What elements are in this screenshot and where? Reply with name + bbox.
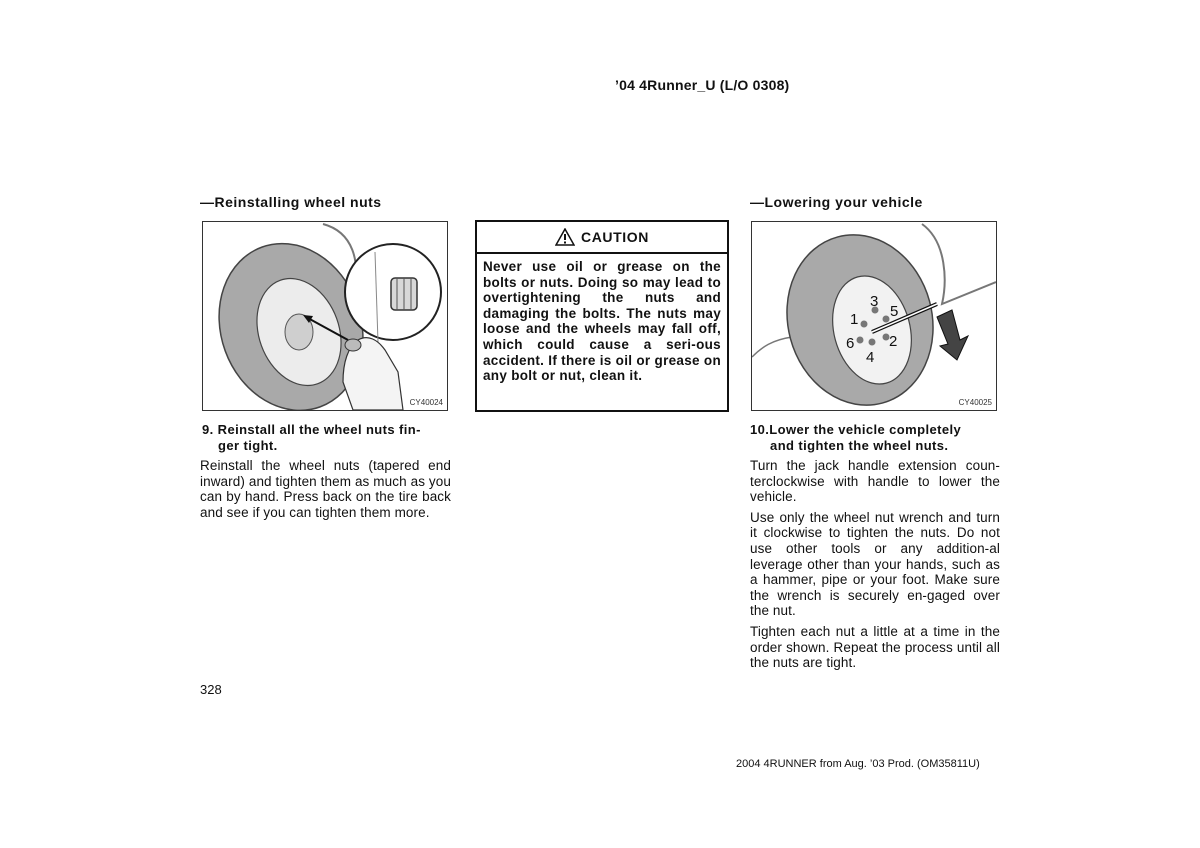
nut-label-5: 5 xyxy=(890,303,899,320)
figure-code-cy40025: CY40025 xyxy=(958,398,992,407)
lowering-section-title: —Lowering your vehicle xyxy=(750,194,923,210)
right-paragraph-2: Use only the wheel nut wrench and turn it clockwise to tighten the nuts. Do not use other tools or any addition-al leverage other than your hands, such as a hammer, pipe or your foot. Make sure the wrench is securely en-gaged over the nut. xyxy=(750,509,1000,619)
document-footer: 2004 4RUNNER from Aug. ’03 Prod. (OM35811U) xyxy=(736,758,980,770)
caution-box xyxy=(475,220,729,412)
nut-label-3: 3 xyxy=(870,293,879,310)
nut-label-2: 2 xyxy=(889,333,898,350)
warning-triangle-icon xyxy=(555,228,575,246)
page-number: 328 xyxy=(200,682,222,697)
right-paragraph-1: Turn the jack handle extension coun-terclockwise with handle to lower the vehicle. xyxy=(750,458,1000,505)
nut-label-4: 4 xyxy=(866,349,875,366)
lower-vehicle-figure xyxy=(751,221,997,411)
caution-header xyxy=(477,222,727,254)
left-paragraph: Reinstall the wheel nuts (tapered end inward) and tighten them as much as you can by hand. Press back on the tire back and see if you can tighten them more. xyxy=(200,458,451,520)
caution-title: CAUTION xyxy=(581,229,649,245)
step-9-title: 9. Reinstall all the wheel nuts fin- ger tight. xyxy=(202,422,421,453)
document-header-title: ’04 4Runner_U (L/O 0308) xyxy=(615,77,790,93)
left-body-text xyxy=(200,458,451,525)
reinstalling-section-title: —Reinstalling wheel nuts xyxy=(200,194,382,210)
figure-code-cy40024: CY40024 xyxy=(409,398,443,407)
tire-nut-order-illustration xyxy=(752,222,996,410)
tire-with-nut-illustration xyxy=(203,222,447,410)
right-paragraph-3: Tighten each nut a little at a time in the order shown. Repeat the process until all the nuts are tight. xyxy=(750,623,1000,671)
nut-label-1: 1 xyxy=(850,311,859,328)
reinstall-wheel-nuts-figure xyxy=(202,221,448,411)
right-body-text xyxy=(750,458,1000,676)
caution-text: Never use oil or grease on the bolts or nuts. Doing so may lead to overtightening the nuts and damaging the bolts. The nuts may loose and the wheels may fall off, which could cause a seri-ous accident. If there is oil or grease on any bolt or nut, clean it. xyxy=(483,259,721,384)
step-10-title: 10.Lower the vehicle completely and tighten the wheel nuts. xyxy=(750,422,962,453)
nut-label-6: 6 xyxy=(846,335,855,352)
